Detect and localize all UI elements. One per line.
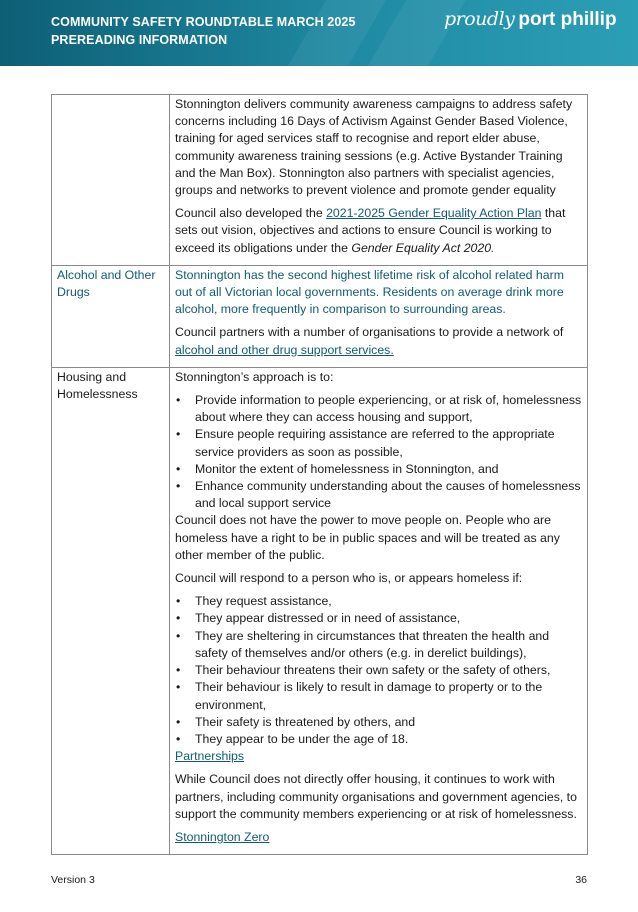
row-content-cell (170, 95, 588, 266)
row-label-cell (52, 95, 170, 266)
gender-equality-plan-link[interactable]: 2021-2025 Gender Equality Action Plan (326, 206, 542, 221)
footer-version: Version 3 (51, 874, 95, 886)
header-title-line-2: PREREADING INFORMATION (51, 33, 228, 47)
row-label-housing-homelessness: Housing and Homelessness (52, 367, 170, 854)
list-item: • They appear to be under the age of 18. (175, 731, 582, 748)
paragraph (175, 829, 582, 846)
paragraph (175, 205, 582, 257)
list-item: • Monitor the extent of homelessness in Stonnington, and (175, 461, 582, 478)
paragraph: Stonnington delivers community awareness campaigns to address safety concerns including 16 Days of Activism Against Gender Based Violence, training for aged services staff to recognise and report elder abuse, community awareness training sessions (e.g. Active Bystander Training and the Man Box). Stonnington also partners with specialist agencies, groups and networks to prevent violence and promote gender equality (175, 97, 573, 198)
list-item: • They request assistance, (175, 593, 582, 610)
list-item: • Their behaviour is likely to result in damage to property or to the environment, (175, 679, 582, 713)
list-item: • They appear distressed or in need of assistance, (175, 610, 582, 627)
paragraph: Council does not have the power to move people on. People who are homeless have a right to be in public spaces and will be treated as any other member of the public. (175, 513, 560, 562)
paragraph (175, 324, 582, 358)
page-header (0, 0, 638, 66)
community-safety-table (51, 94, 588, 855)
paragraph: While Council does not directly offer housing, it continues to work with partners, including community organisations and government agencies, to support the community members experiencing or at risk of homelessness. (175, 772, 577, 821)
table-row (52, 367, 588, 854)
aod-support-services-link[interactable]: alcohol and other drug support services. (175, 342, 394, 357)
row-content-cell (170, 367, 588, 854)
paragraph: Council will respond to a person who is, or appears homeless if: (175, 571, 523, 586)
header-title-line-1: COMMUNITY SAFETY ROUNDTABLE MARCH 2025 (51, 15, 356, 29)
row-label-alcohol-drugs: Alcohol and Other Drugs (52, 265, 170, 367)
list-item: • Provide information to people experiencing, or at risk of, homelessness about where they can access housing and support, (175, 392, 582, 426)
list-item: • They are sheltering in circumstances that threaten the health and safety of themselves and/or others (e.g. in derelict buildings), (175, 628, 582, 662)
header-title (51, 13, 356, 49)
footer-page-number: 36 (575, 874, 587, 886)
approach-list (175, 392, 582, 512)
act-name: Gender Equality Act 2020. (351, 240, 495, 255)
paragraph (175, 748, 582, 765)
respond-criteria-list (175, 593, 582, 748)
logo-script-text: proudly (444, 8, 515, 30)
text-span: Council also developed the (175, 206, 327, 221)
row-content-cell (170, 265, 588, 367)
table-row (52, 265, 588, 367)
list-item: • Their behaviour threatens their own safety or the safety of others, (175, 662, 582, 679)
paragraph: Stonnington’s approach is to: (175, 369, 334, 384)
list-item: • Enhance community understanding about the causes of homelessness and local support service (175, 478, 582, 512)
logo-brand-text: port phillip (518, 9, 617, 30)
partnerships-link[interactable]: Partnerships (175, 749, 245, 764)
table-row (52, 95, 588, 266)
stonnington-zero-link[interactable]: Stonnington Zero (175, 829, 270, 844)
list-item: • Their safety is threatened by others, and (175, 714, 582, 731)
text-span: Council partners with a number of organisations to provide a network of (175, 325, 564, 340)
text-span: that sets out vision, objectives and actions to ensure Council is working to exceed its obligations under the (175, 206, 566, 255)
port-phillip-logo (444, 8, 617, 31)
paragraph: Stonnington has the second highest lifetime risk of alcohol related harm out of all Victorian local governments. Residents on average drink more alcohol, more frequently in comparison to surrounding areas. (175, 267, 564, 317)
list-item: • Ensure people requiring assistance are referred to the appropriate service providers as soon as possible, (175, 426, 582, 460)
